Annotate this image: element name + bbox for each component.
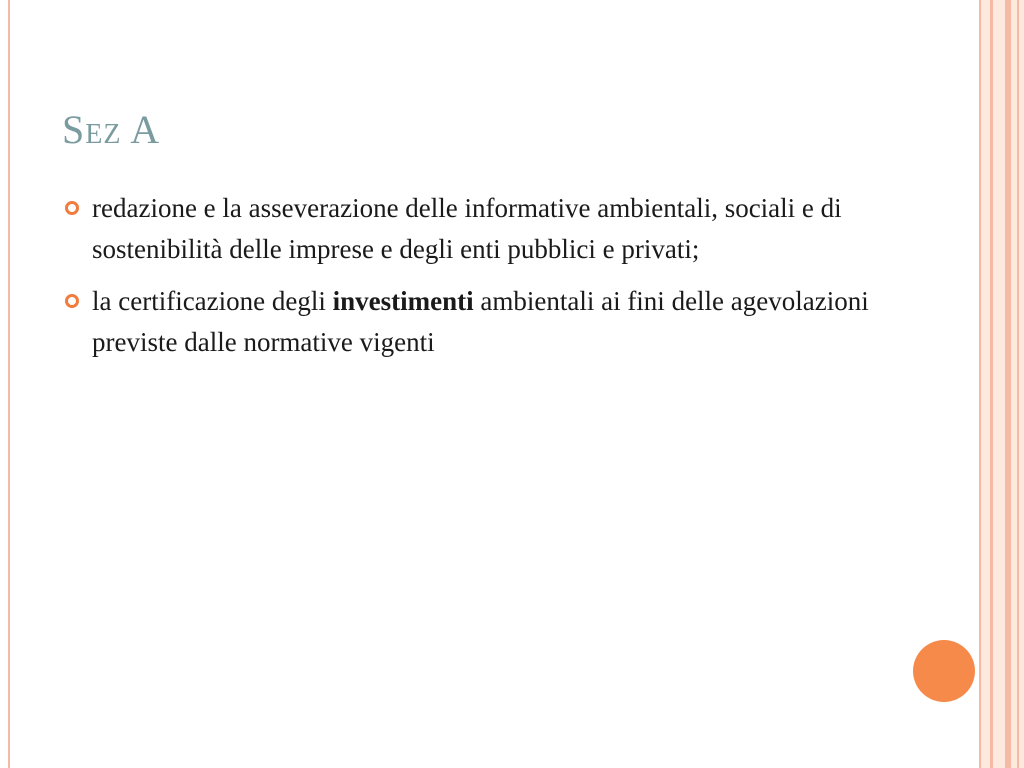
decorative-circle <box>913 640 975 702</box>
slide-title: Sez A <box>62 107 161 152</box>
right-border-line <box>979 0 981 768</box>
bullet-text-before: la certificazione degli <box>92 286 333 316</box>
bullet-text-after: ambientali ai fini delle agevolazioni previste dalle normative vigenti <box>92 286 869 357</box>
bullet-circle-icon <box>65 201 79 215</box>
right-border-line <box>990 0 993 768</box>
bullet-item <box>62 281 892 363</box>
bullet-list <box>62 188 892 374</box>
bullet-circle-icon <box>65 294 79 308</box>
left-border-line <box>8 0 10 768</box>
bullet-item <box>62 188 892 270</box>
bullet-text: redazione e la asseverazione delle informative ambientali, sociali e di sostenibilità delle imprese e degli enti pubblici e privati; <box>92 193 842 264</box>
right-border-line <box>1005 0 1011 768</box>
bullet-text-bold: investimenti <box>332 286 474 316</box>
right-border-line <box>1017 0 1019 768</box>
